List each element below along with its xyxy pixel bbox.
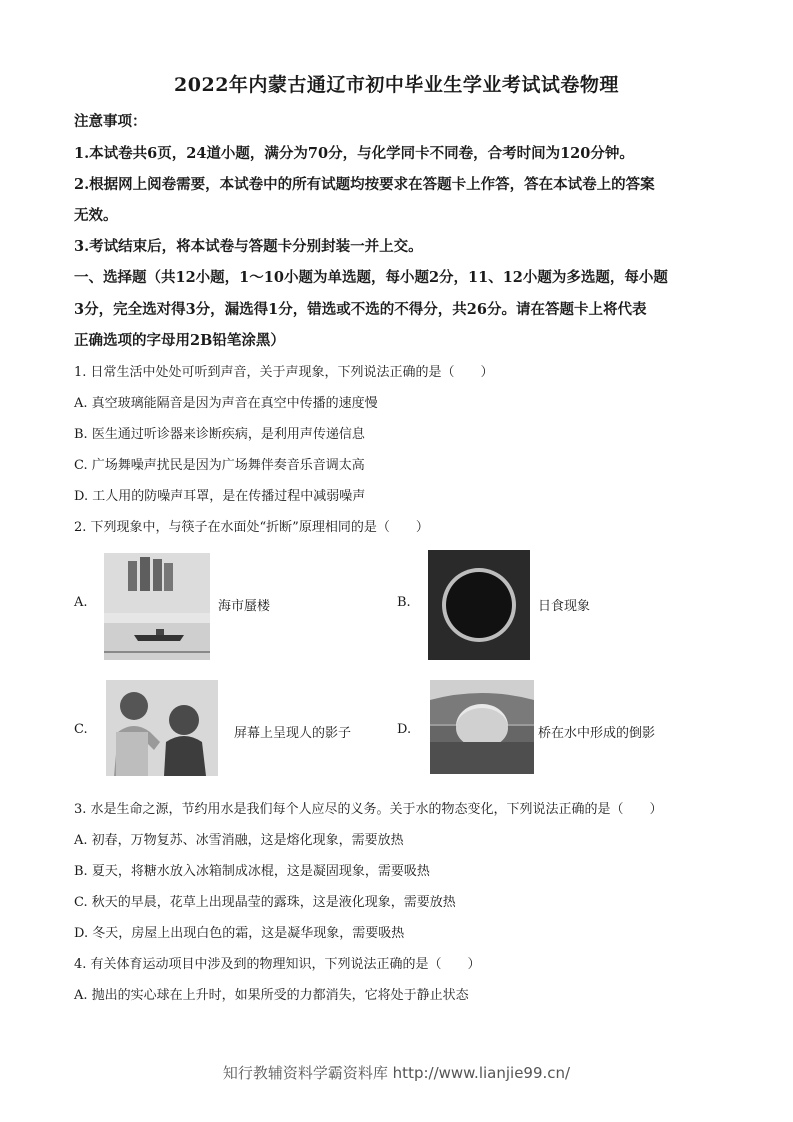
option-d-letter: D. — [397, 722, 412, 737]
option-d-caption: 桥在水中形成的倒影 — [538, 726, 656, 741]
option-b-caption: 日食现象 — [538, 599, 591, 614]
section-heading-line-1: 一、选择题（共12小题，1～10小题为单选题，每小题2分，11、12小题为多选题，每小题 — [74, 269, 668, 286]
question-4-option-a: A. 抛出的实心球在上升时，如果所受的力都消失，它将处于静止状态 — [74, 988, 469, 1003]
question-3-stem: 3. 水是生命之源，节约用水是我们每个人应尽的义务。关于水的物态变化，下列说法正确的是（ ） — [74, 802, 663, 817]
footer-watermark: 知行教辅资料学霸资料库 http://www.lianjie99.cn/ — [222, 1064, 571, 1082]
section-heading-line-2: 3分，完全选对得3分，漏选得1分，错选或不选的不得分，共26分。请在答题卡上将代表 — [74, 301, 647, 318]
bridge-reflection-photo — [430, 680, 534, 774]
eclipse-image — [428, 550, 530, 660]
question-1-option-b: B. 医生通过听诊器来诊断疾病，是利用声传递信息 — [74, 427, 365, 442]
option-c-letter: C. — [74, 722, 88, 737]
question-4-stem: 4. 有关体育运动项目中涉及到的物理知识，下列说法正确的是（ ） — [74, 957, 481, 972]
option-a-letter: A. — [74, 595, 88, 610]
shadow-photo — [106, 680, 218, 776]
question-3-option-b: B. 夏天，将糖水放入冰箱制成冰棍，这是凝固现象，需要吸热 — [74, 864, 430, 879]
notice-item-1: 1.本试卷共6页，24道小题，满分为70分，与化学同卡不同卷，合考时间为120分钟。 — [74, 145, 634, 162]
eclipse-photo — [428, 550, 530, 660]
page-title: 2022年内蒙古通辽市初中毕业生学业考试试卷物理 — [174, 74, 619, 96]
question-3-option-c: C. 秋天的早晨，花草上出现晶莹的露珠，这是液化现象，需要放热 — [74, 895, 456, 910]
section-heading-line-3: 正确选项的字母用2B铅笔涂黑） — [74, 332, 285, 349]
question-3-option-a: A. 初春，万物复苏、冰雪消融，这是熔化现象，需要放热 — [74, 833, 404, 848]
question-1-option-d: D. 工人用的防噪声耳罩，是在传播过程中减弱噪声 — [74, 489, 366, 504]
question-1-stem: 1. 日常生活中处处可听到声音，关于声现象，下列说法正确的是（ ） — [74, 365, 494, 380]
notice-heading: 注意事项： — [74, 113, 147, 130]
question-3-option-d: D. 冬天，房屋上出现白色的霜，这是凝华现象，需要吸热 — [74, 926, 405, 941]
bridge-reflection-image — [430, 680, 534, 774]
notice-item-2: 2.根据网上阅卷需要，本试卷中的所有试题均按要求在答题卡上作答，答在本试卷上的答案 — [74, 176, 655, 193]
shadow-image — [106, 680, 218, 776]
option-c-caption: 屏幕上呈现人的影子 — [234, 726, 352, 741]
option-a-caption: 海市蜃楼 — [218, 599, 271, 614]
option-b-letter: B. — [397, 595, 411, 610]
question-1-option-c: C. 广场舞噪声扰民是因为广场舞伴奏音乐音调太高 — [74, 458, 365, 473]
question-1-option-a: A. 真空玻璃能隔音是因为声音在真空中传播的速度慢 — [74, 396, 378, 411]
notice-item-3: 3.考试结束后，将本试卷与答题卡分别封装一并上交。 — [74, 238, 423, 255]
question-2-stem: 2. 下列现象中，与筷子在水面处“折断”原理相同的是（ ） — [74, 520, 429, 535]
notice-item-2-cont: 无效。 — [74, 207, 118, 224]
mirage-photo — [104, 553, 210, 660]
mirage-image — [104, 553, 210, 660]
